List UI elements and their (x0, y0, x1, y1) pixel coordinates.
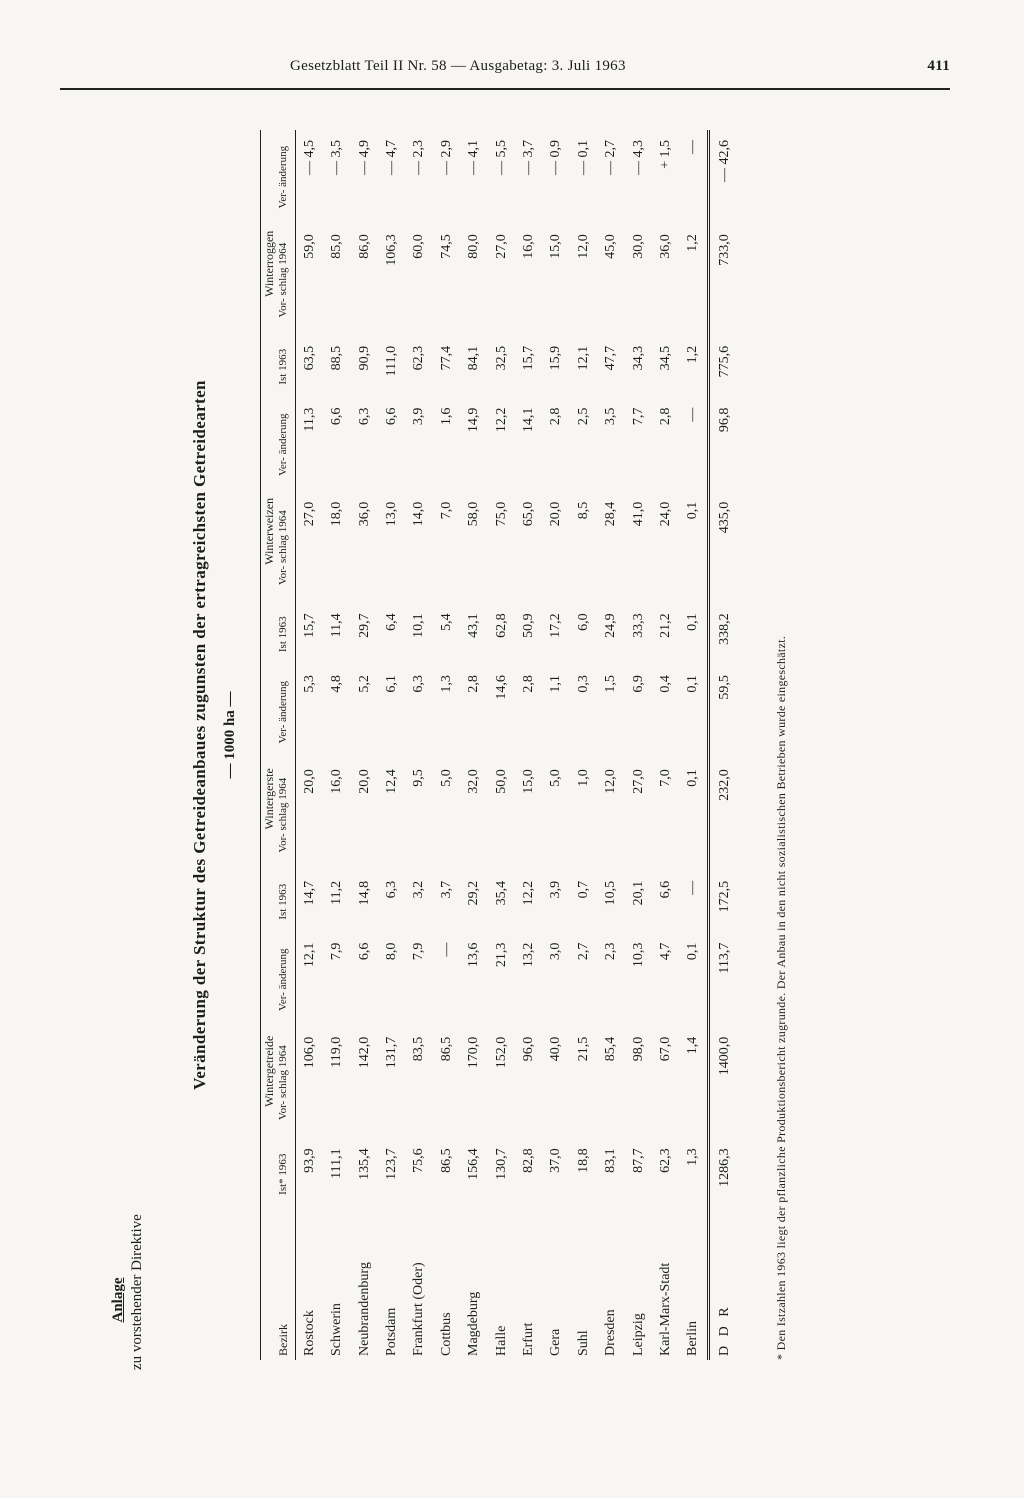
value-cell: — 3,5 (329, 140, 345, 175)
value-cell: — 5,5 (493, 140, 509, 175)
value-cell: 36,0 (657, 234, 673, 259)
value-cell: 6,1 (384, 675, 399, 693)
table-row (515, 130, 542, 1360)
table-row (296, 130, 324, 1360)
group-header-wintergerste: Wintergerste (261, 665, 276, 933)
table-row (652, 130, 679, 1360)
value-cell: 85,4 (603, 1036, 619, 1062)
value-cell: 152,0 (493, 1036, 509, 1069)
value-cell: 7,9 (329, 942, 345, 961)
value-cell: 123,7 (384, 1148, 399, 1180)
value-cell: 27,0 (630, 769, 646, 794)
bezirk-cell: Suhl (575, 1330, 591, 1356)
value-cell: 20,0 (356, 769, 372, 794)
table-row (433, 130, 460, 1360)
value-cell: 11,2 (329, 880, 345, 905)
group-header-wintergetreide: Wintergetreide (261, 933, 276, 1210)
value-cell: 59,0 (301, 234, 317, 259)
value-cell: 119,0 (329, 1036, 345, 1068)
value-cell: 6,3 (384, 880, 399, 899)
value-cell: 93,9 (301, 1148, 317, 1173)
value-cell: 1,3 (438, 675, 454, 693)
bezirk-cell: Leipzig (630, 1313, 646, 1356)
value-cell: 15,9 (548, 345, 564, 371)
table-title: Veränderung der Struktur des Getreideanbaues zugunsten der ertragreichsten Getreidearten (190, 380, 209, 1090)
bezirk-cell: Rostock (301, 1310, 317, 1356)
anlage-block (110, 1070, 146, 1370)
sub-header-veraenderung: Ver- änderung (276, 398, 296, 492)
footnote: * Den Istzahlen 1963 liegt der pflanzliche Produktionsbericht zugrunde. Der Anbau in den nicht sozialistischen Betrieben wurde eingeschätzt. (774, 635, 788, 1360)
value-cell: 170,0 (466, 1036, 482, 1069)
value-cell: 6,6 (657, 880, 673, 899)
value-cell: 20,0 (548, 501, 564, 527)
table-row (597, 130, 624, 1360)
value-cell: 45,0 (603, 234, 619, 259)
total-cell: 96,8 (709, 398, 741, 492)
value-cell: 2,7 (575, 942, 591, 961)
total-cell: 1400,0 (709, 1027, 741, 1139)
value-cell: + 1,5 (657, 140, 673, 169)
value-cell: 0,1 (685, 769, 701, 787)
value-cell: — 4,9 (356, 140, 372, 175)
value-cell: — 4,5 (301, 140, 317, 175)
value-cell: 10,1 (411, 613, 427, 638)
value-cell: 106,3 (384, 234, 399, 266)
value-cell: 29,7 (356, 613, 372, 638)
value-cell: 21,2 (657, 613, 673, 638)
value-cell: 13,0 (384, 501, 399, 527)
value-cell: 6,3 (356, 407, 372, 426)
table-row (543, 130, 570, 1360)
value-cell: 86,0 (356, 234, 372, 259)
sub-header-ist: Ist 1963 (276, 871, 296, 933)
value-cell: 5,0 (548, 769, 564, 787)
value-cell: 30,0 (630, 234, 646, 259)
value-cell: 3,7 (438, 880, 454, 899)
value-cell: 12,0 (575, 234, 591, 259)
rotated-content (110, 100, 830, 1370)
bezirk-cell: Schwerin (329, 1303, 345, 1356)
value-cell: 0,7 (575, 880, 591, 899)
value-cell: 1,4 (685, 1036, 701, 1055)
value-cell: 37,0 (548, 1148, 564, 1173)
value-cell: 14,6 (493, 675, 509, 700)
sub-header-vorschlag: Vor- schlag 1964 (276, 759, 296, 871)
anlage-subtitle: zu vorstehender Direktive (129, 1214, 145, 1370)
value-cell: 16,0 (520, 234, 536, 259)
value-cell: — 4,1 (466, 140, 482, 175)
table-row (625, 130, 652, 1360)
value-cell: 0,1 (685, 613, 701, 631)
value-cell: 1,0 (575, 769, 591, 787)
value-cell: 75,6 (411, 1148, 427, 1173)
value-cell: 58,0 (466, 501, 482, 527)
value-cell: 13,6 (466, 942, 482, 968)
sub-header-veraenderung: Ver- änderung (276, 130, 296, 224)
bezirk-cell: Erfurt (520, 1322, 536, 1356)
value-cell: 3,0 (548, 942, 564, 961)
value-cell: 12,0 (603, 769, 619, 794)
value-cell: 75,0 (493, 501, 509, 527)
value-cell: 77,4 (438, 345, 454, 371)
value-cell: 90,9 (356, 345, 372, 371)
value-cell: 14,8 (356, 880, 372, 906)
value-cell: 1,1 (548, 675, 564, 693)
total-cell: 435,0 (709, 492, 741, 604)
total-cell: — 42,6 (709, 130, 741, 224)
value-cell: 13,2 (520, 942, 536, 968)
value-cell: — (438, 942, 454, 957)
value-cell: 6,0 (575, 613, 591, 631)
value-cell: 2,8 (520, 675, 536, 693)
value-cell: 40,0 (548, 1036, 564, 1062)
value-cell: 7,0 (657, 769, 673, 787)
sub-header-ist: Ist 1963 (276, 603, 296, 665)
value-cell: — 3,7 (520, 140, 536, 175)
total-cell: 338,2 (709, 603, 741, 665)
value-cell: 1,2 (685, 234, 701, 252)
value-cell: 82,8 (520, 1148, 536, 1173)
value-cell: — 0,1 (575, 140, 591, 175)
value-cell: 16,0 (329, 769, 345, 794)
value-cell: 9,5 (411, 769, 427, 787)
value-cell: 27,0 (493, 234, 509, 259)
value-cell: 35,4 (493, 880, 509, 906)
value-cell: 74,5 (438, 234, 454, 259)
value-cell: 62,3 (657, 1148, 673, 1173)
total-cell: 172,5 (709, 871, 741, 933)
value-cell: 65,0 (520, 501, 536, 527)
table-row (324, 130, 351, 1360)
value-cell: 98,0 (630, 1036, 646, 1062)
value-cell: 12,2 (520, 880, 536, 906)
total-cell: 1286,3 (709, 1138, 741, 1210)
group-header-winterroggen: Winterroggen (261, 130, 276, 398)
value-cell: 1,2 (685, 345, 701, 364)
value-cell: 1,6 (438, 407, 454, 426)
value-cell: 83,5 (411, 1036, 427, 1062)
header-rule (60, 88, 950, 90)
value-cell: 21,5 (575, 1036, 591, 1062)
value-cell: 88,5 (329, 345, 345, 371)
value-cell: 130,7 (493, 1148, 509, 1180)
value-cell: 12,1 (301, 942, 317, 968)
sub-header-veraenderung: Ver- änderung (276, 665, 296, 759)
value-cell: 0,4 (657, 675, 673, 693)
bezirk-cell: Potsdam (384, 1307, 399, 1356)
value-cell: 4,7 (657, 942, 673, 961)
value-cell: 63,5 (301, 345, 317, 371)
bezirk-cell: Gera (548, 1328, 564, 1356)
bezirk-header: Bezirk (261, 1210, 296, 1360)
value-cell: 15,0 (548, 234, 564, 259)
value-cell: 83,1 (603, 1148, 619, 1173)
value-cell: 5,0 (438, 769, 454, 787)
value-cell: 14,9 (466, 407, 482, 433)
sub-header-vorschlag: Vor- schlag 1964 (276, 1027, 296, 1139)
value-cell: 32,0 (466, 769, 482, 794)
value-cell: 60,0 (411, 234, 427, 259)
value-cell: 131,7 (384, 1036, 399, 1069)
bezirk-cell: Karl-Marx-Stadt (657, 1262, 673, 1356)
table-row (460, 130, 487, 1360)
group-header-row (261, 130, 276, 1360)
value-cell: 7,0 (438, 501, 454, 520)
total-cell: 59,5 (709, 665, 741, 759)
value-cell: 142,0 (356, 1036, 372, 1069)
value-cell: 87,7 (630, 1148, 646, 1173)
bezirk-cell: Dresden (603, 1309, 619, 1356)
total-cell: 113,7 (709, 933, 741, 1027)
value-cell: 43,1 (466, 613, 482, 638)
value-cell: 0,1 (685, 942, 701, 961)
table-row (406, 130, 433, 1360)
value-cell: 0,1 (685, 675, 701, 693)
value-cell: 10,5 (603, 880, 619, 906)
value-cell: 28,4 (603, 501, 619, 527)
sub-header-vorschlag: Vor- schlag 1964 (276, 492, 296, 604)
value-cell: 2,8 (657, 407, 673, 426)
value-cell: — 4,7 (384, 140, 399, 175)
bezirk-cell: Cottbus (438, 1312, 454, 1356)
value-cell: 27,0 (301, 501, 317, 527)
value-cell: 5,2 (356, 675, 372, 693)
value-cell: 41,0 (630, 501, 646, 527)
value-cell: 7,9 (411, 942, 427, 961)
value-cell: 62,3 (411, 345, 427, 371)
value-cell: 15,7 (301, 613, 317, 638)
total-row (709, 130, 741, 1360)
table-row (378, 130, 405, 1360)
value-cell: 11,3 (301, 407, 317, 432)
value-cell: 18,0 (329, 501, 345, 527)
value-cell: 34,3 (630, 345, 646, 371)
group-header-winterweizen: Winterweizen (261, 398, 276, 666)
value-cell: 156,4 (466, 1148, 482, 1180)
value-cell: 1,5 (603, 675, 619, 693)
value-cell: 1,3 (685, 1148, 701, 1166)
bezirk-cell: Frankfurt (Oder) (411, 1262, 427, 1356)
value-cell: 2,5 (575, 407, 591, 426)
value-cell: 21,3 (493, 942, 509, 968)
value-cell: 0,1 (685, 501, 701, 520)
value-cell: 17,2 (548, 613, 564, 638)
value-cell: 3,9 (411, 407, 427, 426)
value-cell: 67,0 (657, 1036, 673, 1062)
value-cell: 8,5 (575, 501, 591, 520)
total-cell: 733,0 (709, 224, 741, 336)
value-cell: 7,7 (630, 407, 646, 426)
value-cell: — 2,9 (438, 140, 454, 175)
total-label: D D R (709, 1210, 741, 1360)
sub-header-vorschlag: Vor- schlag 1964 (276, 224, 296, 336)
value-cell: 111,1 (329, 1148, 345, 1179)
publication-line: Gesetzblatt Teil II Nr. 58 — Ausgabetag: 3. Juli 1963 (290, 58, 626, 74)
value-cell: 34,5 (657, 345, 673, 371)
value-cell: 0,3 (575, 675, 591, 693)
value-cell: — 2,3 (411, 140, 427, 175)
value-cell: 14,0 (411, 501, 427, 527)
value-cell: 15,7 (520, 345, 536, 371)
bezirk-cell: Neubrandenburg (356, 1262, 372, 1356)
value-cell: 5,4 (438, 613, 454, 631)
value-cell: 6,4 (384, 613, 399, 631)
value-cell: 111,0 (384, 345, 399, 377)
bezirk-cell: Berlin (685, 1321, 701, 1356)
value-cell: 135,4 (356, 1148, 372, 1180)
value-cell: 10,3 (630, 942, 646, 968)
value-cell: 50,9 (520, 613, 536, 638)
value-cell: 5,3 (301, 675, 317, 693)
value-cell: 3,5 (603, 407, 619, 426)
value-cell: 12,4 (384, 769, 399, 794)
value-cell: 62,8 (493, 613, 509, 638)
value-cell: 15,0 (520, 769, 536, 794)
value-cell: 8,0 (384, 942, 399, 961)
value-cell: 106,0 (301, 1036, 317, 1069)
value-cell: 11,4 (329, 613, 345, 638)
value-cell: 24,0 (657, 501, 673, 527)
page-number: 411 (927, 58, 950, 74)
sub-header-ist: Ist 1963 (276, 336, 296, 398)
sub-header-ist: Ist* 1963 (276, 1138, 296, 1210)
data-table (260, 130, 740, 1360)
table-row (488, 130, 515, 1360)
value-cell: — 4,3 (630, 140, 646, 175)
value-cell: 33,3 (630, 613, 646, 638)
value-cell: 12,1 (575, 345, 591, 371)
table-unit: — 1000 ha — (222, 691, 238, 779)
value-cell: 96,0 (520, 1036, 536, 1062)
value-cell: 20,0 (301, 769, 317, 794)
value-cell: — (685, 407, 701, 422)
value-cell: — (685, 880, 701, 895)
value-cell: 6,6 (329, 407, 345, 426)
sub-header-veraenderung: Ver- änderung (276, 933, 296, 1027)
value-cell: 6,6 (384, 407, 399, 426)
bezirk-cell: Halle (493, 1325, 509, 1356)
sub-header-row (276, 130, 296, 1360)
value-cell: 2,8 (548, 407, 564, 426)
value-cell: — 2,7 (603, 140, 619, 175)
value-cell: 18,8 (575, 1148, 591, 1173)
value-cell: 86,5 (438, 1148, 454, 1173)
value-cell: 4,8 (329, 675, 345, 693)
table-row (680, 130, 709, 1360)
anlage-title: Anlage (110, 1277, 126, 1323)
value-cell: 85,0 (329, 234, 345, 259)
value-cell: 14,7 (301, 880, 317, 906)
value-cell: — (685, 140, 701, 154)
total-cell: 232,0 (709, 759, 741, 871)
value-cell: — 0,9 (548, 140, 564, 175)
value-cell: 20,1 (630, 880, 646, 906)
value-cell: 80,0 (466, 234, 482, 259)
value-cell: 84,1 (466, 345, 482, 371)
bezirk-cell: Magdeburg (466, 1291, 482, 1356)
total-cell: 775,6 (709, 336, 741, 398)
value-cell: 12,2 (493, 407, 509, 433)
value-cell: 24,9 (603, 613, 619, 638)
value-cell: 6,9 (630, 675, 646, 693)
value-cell: 50,0 (493, 769, 509, 794)
value-cell: 6,6 (356, 942, 372, 961)
value-cell: 36,0 (356, 501, 372, 527)
value-cell: 47,7 (603, 345, 619, 371)
value-cell: 3,9 (548, 880, 564, 899)
table-row (570, 130, 597, 1360)
table-row (351, 130, 378, 1360)
value-cell: 3,2 (411, 880, 427, 899)
value-cell: 32,5 (493, 345, 509, 371)
value-cell: 29,2 (466, 880, 482, 906)
value-cell: 86,5 (438, 1036, 454, 1062)
value-cell: 2,3 (603, 942, 619, 961)
value-cell: 6,3 (411, 675, 427, 693)
value-cell: 2,8 (466, 675, 482, 693)
value-cell: 14,1 (520, 407, 536, 433)
